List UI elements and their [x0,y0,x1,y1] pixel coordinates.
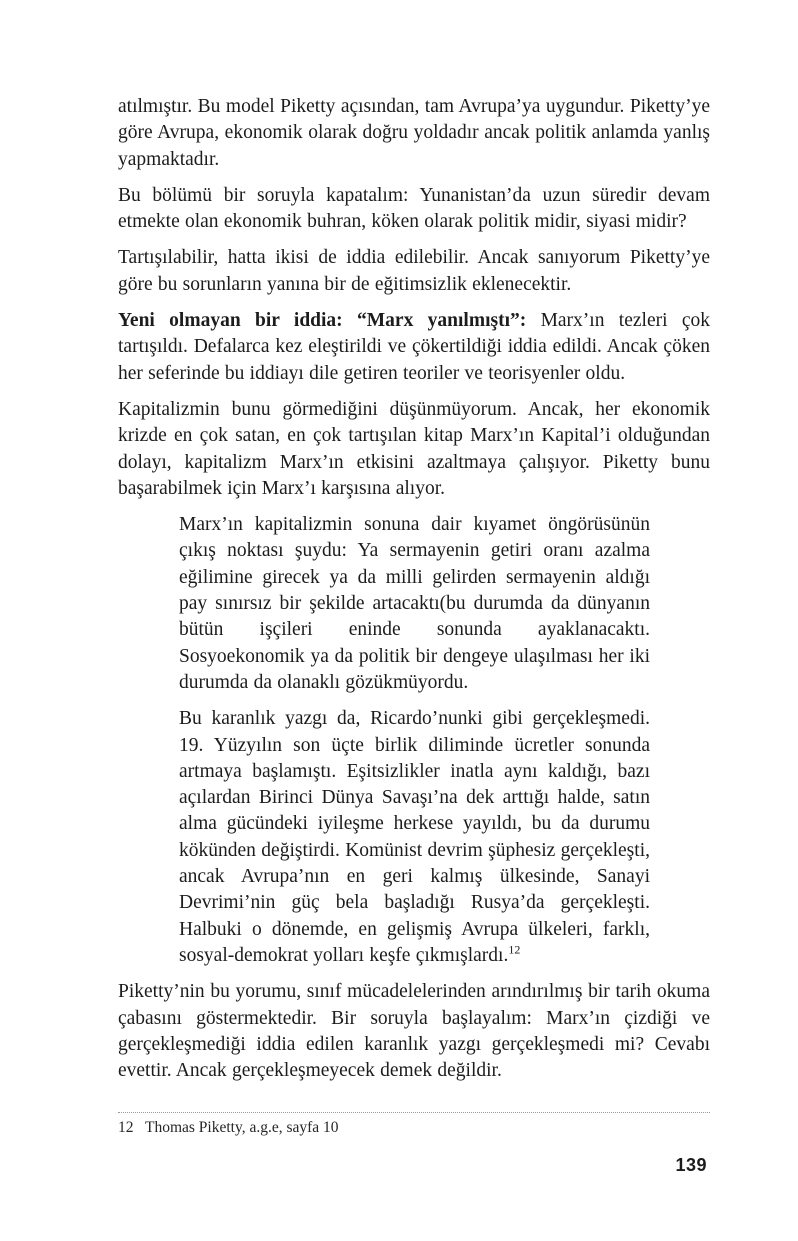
body-paragraph: Kapitalizmin bunu görmediğini düşünmüyorum. Ancak, her ekonomik krizde en çok satan, en çok tartışılan kitap Marx’ın Kapital’i olduğundan dolayı, kapitalizm Marx’ın etkisini azaltmaya çalışıyor. Piketty bunu başarabilmek için Marx’ı karşısına alıyor. [118,398,710,499]
body-paragraph-with-heading [118,308,710,387]
footnote [118,1118,710,1138]
inline-section-heading: Yeni olmayan bir iddia: “Marx yanılmıştı”: [118,310,527,332]
footnote-text: Thomas Piketty, a.g.e, sayfa 10 [145,1119,339,1136]
block-quote: Marx’ın kapitalizmin sonuna dair kıyamet öngörüsünün çıkış noktası şuydu: Ya sermayenin getiri oranı azalma eğilimine girecek ya da milli gelirden sermayenin aldığı pay sınırsız bir şekilde artacaktı(bu durumda da dünyanın bütün işçileri eninde sonunda ayaklanacaktı. Sosyoekonomik ya da politik bir dengeye ulaşılması her iki durumda da olanaklı gözükmüyordu. [179,514,650,693]
body-paragraph: Piketty’nin bu yorumu, sınıf mücadelelerinden arındırılmış bir tarih okuma çabasını göstermektedir. Bir soruyla başlayalım: Marx’ın çizdiği ve gerçekleşmediği iddia edilen karanlık yazgı gerçekleşmedi mi? Cevabı evettir. Ancak gerçekleşmeyecek demek değildir. [118,981,710,1082]
body-paragraph: atılmıştır. Bu model Piketty açısından, tam Avrupa’ya uygundur. Piketty’ye göre Avrupa, ekonomik olarak doğru yoldadır ancak politik anlamda yanlış yapmaktadır. [118,96,710,170]
body-paragraph: Bu bölümü bir soruyla kapatalım: Yunanistan’da uzun süredir devam etmekte olan ekonomik buhran, köken olarak politik midir, siyasi midir? [118,184,710,233]
page-number: 139 [675,1155,707,1175]
page-text-block [118,94,710,1094]
footnote-area [118,1112,710,1138]
block-quote [179,706,650,969]
footnote-marker: 12 [508,942,521,957]
paragraph-text: Marx’ın tezleri çok tartışıldı. Defalarca kez eleştirildi ve çökertildiği iddia edildi. Ancak çöken her seferinde bu iddiayı dile getiren teoriler ve teorisyenler oldu. [118,310,710,384]
quote-text: Bu karanlık yazgı da, Ricardo’nunki gibi gerçekleşmedi. 19. Yüzyılın son üçte birlik diliminde ücretler sonunda artmaya başlamıştı. Eşitsizlikler inatla aynı kaldığı, bazı açılardan Birinci Dünya Savaşı’na dek arttığı halde, satın alma gücündeki iyileşme herkese yayıldı, bu da durumu kökünden değiştirdi. Komünist devrim şüphesiz gerçekleşti, ancak Avrupa’nın en geri kalmış ülkesinde, Sanayi Devrimi’nin güç bela başladığı Rusya’da gerçekleşti. Halbuki o dönemde, en gelişmiş Avrupa ülkeleri, farklı, sosyal-demokrat yolları keşfe çıkmışlardı. [179,708,650,966]
body-paragraph: Tartışılabilir, hatta ikisi de iddia edilebilir. Ancak sanıyorum Piketty’ye göre bu sorunların yanına bir de eğitimsizlik eklenecektir. [118,247,710,295]
footnote-number: 12 [118,1119,134,1136]
